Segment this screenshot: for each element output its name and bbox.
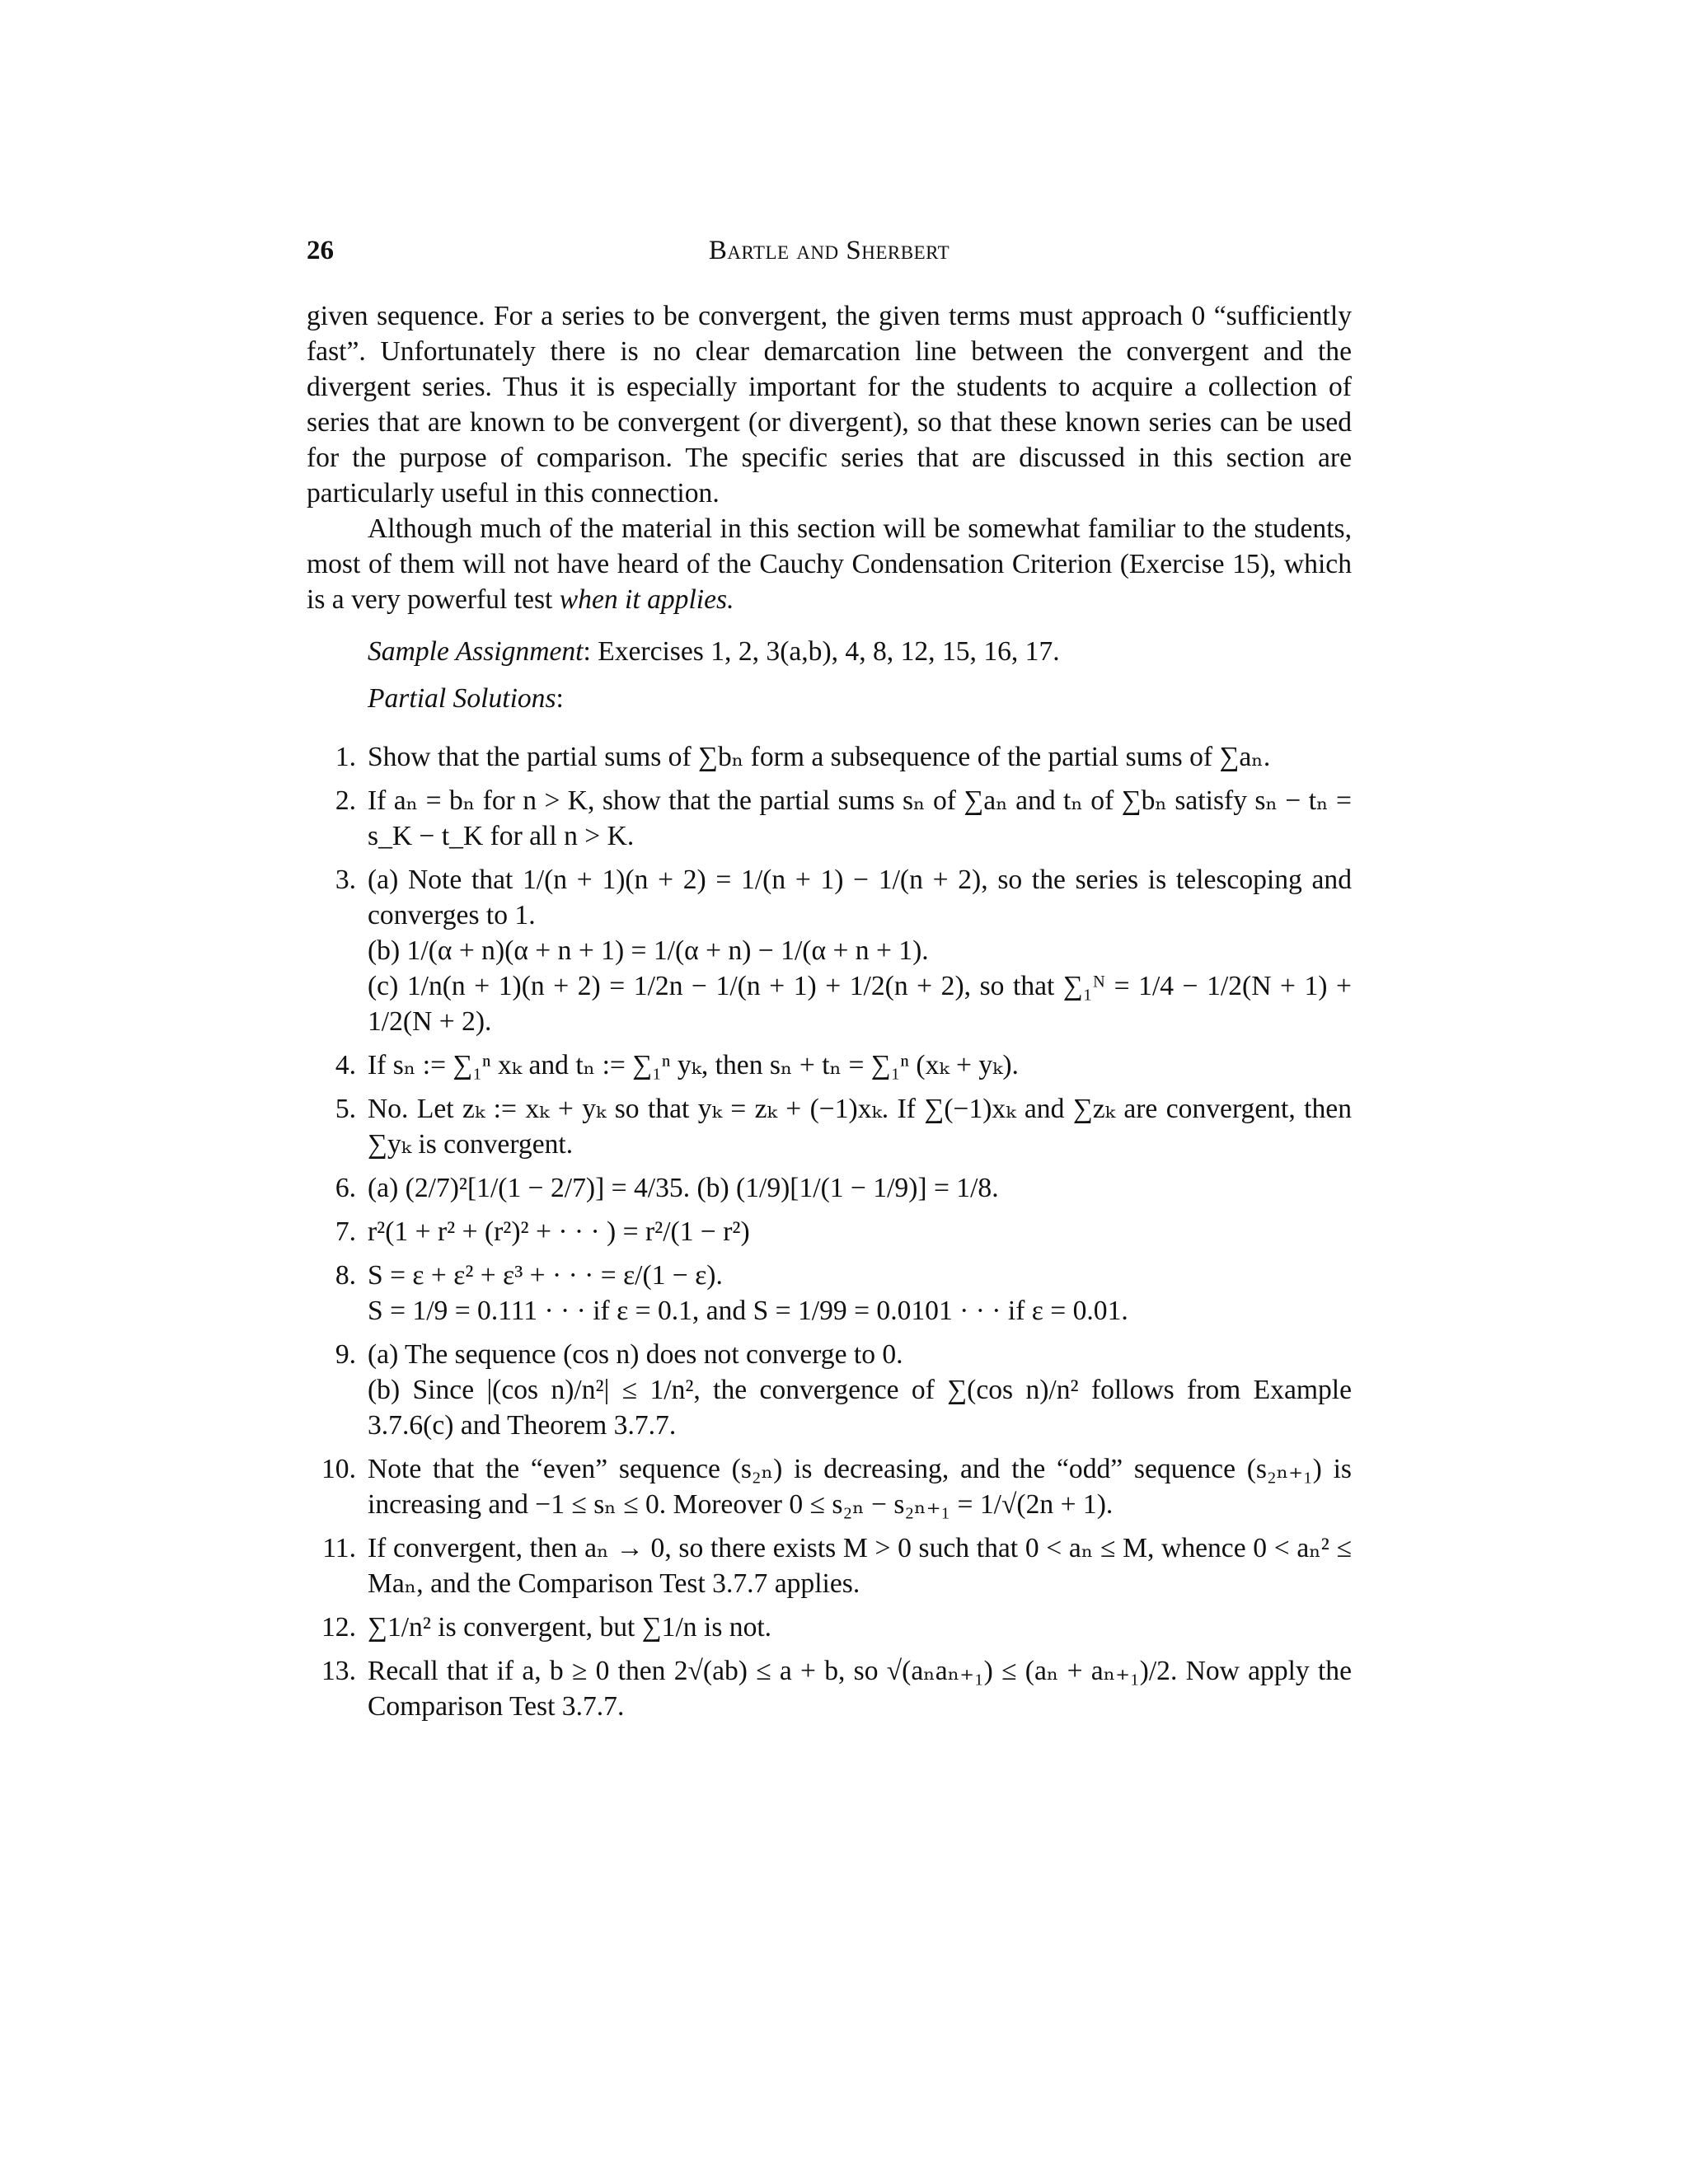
partial-solutions-label: Partial Solutions bbox=[368, 683, 556, 714]
solution-item bbox=[307, 1337, 1352, 1443]
solution-line: (a) Note that 1/(n + 1)(n + 2) = 1/(n + 1) − 1/(n + 2), so the series is telescoping and converges to 1. bbox=[368, 865, 1352, 930]
solution-item bbox=[307, 783, 1352, 854]
solution-line: If sₙ := ∑₁ⁿ xₖ and tₙ := ∑₁ⁿ yₖ, then sₙ + tₙ = ∑₁ⁿ (xₖ + yₖ). bbox=[368, 1050, 1019, 1080]
solution-item bbox=[307, 1451, 1352, 1522]
solution-line: ∑1/n² is convergent, but ∑1/n is not. bbox=[368, 1612, 772, 1643]
solution-line: If convergent, then aₙ → 0, so there exists M > 0 such that 0 < aₙ ≤ M, whence 0 < aₙ² ≤ Maₙ, and the Comparison Test 3.7.7 applies. bbox=[368, 1533, 1352, 1599]
solution-line: Show that the partial sums of ∑bₙ form a subsequence of the partial sums of ∑aₙ. bbox=[368, 742, 1271, 772]
sample-assignment bbox=[307, 634, 1352, 669]
solution-line: Note that the “even” sequence (s₂ₙ) is decreasing, and the “odd” sequence (s₂ₙ₊₁) is increasing and −1 ≤ sₙ ≤ 0. Moreover 0 ≤ s₂ₙ − s₂ₙ₊₁ = 1/√(2n + 1). bbox=[368, 1454, 1352, 1520]
solution-item bbox=[307, 1047, 1352, 1083]
page-body bbox=[307, 298, 1352, 1732]
solution-number: 7. bbox=[335, 1216, 356, 1247]
solution-number: 13. bbox=[321, 1656, 356, 1686]
solution-line: (a) (2/7)²[1/(1 − 2/7)] = 4/35. (b) (1/9)[1/(1 − 1/9)] = 1/8. bbox=[368, 1173, 999, 1203]
solution-number: 4. bbox=[335, 1050, 356, 1080]
solution-line: S = ε + ε² + ε³ + · · · = ε/(1 − ε). bbox=[368, 1260, 723, 1291]
solution-number: 3. bbox=[335, 865, 356, 895]
solution-item bbox=[307, 1091, 1352, 1162]
solutions-list bbox=[307, 739, 1352, 1724]
solution-item bbox=[307, 862, 1352, 1039]
solution-line: (c) 1/n(n + 1)(n + 2) = 1/2n − 1/(n + 1) + 1/2(n + 2), so that ∑₁ᴺ = 1/4 − 1/2(N + 1) + 1/2(N + 2). bbox=[368, 971, 1352, 1037]
solution-item bbox=[307, 1258, 1352, 1329]
paragraph-cauchy-text: Although much of the material in this section will be somewhat familiar to the students, most of them will not have heard of the Cauchy Condensation Criterion (Exercise 15), which is a very powerful test bbox=[307, 513, 1352, 615]
solution-number: 12. bbox=[321, 1612, 356, 1643]
solution-number: 8. bbox=[335, 1260, 356, 1291]
solution-line: (b) 1/(α + n)(α + n + 1) = 1/(α + n) − 1/(α + n + 1). bbox=[368, 935, 929, 966]
solution-line: Recall that if a, b ≥ 0 then 2√(ab) ≤ a + b, so √(aₙaₙ₊₁) ≤ (aₙ + aₙ₊₁)/2. Now apply the Comparison Test 3.7.7. bbox=[368, 1656, 1352, 1722]
solution-number: 1. bbox=[335, 742, 356, 772]
solution-number: 6. bbox=[335, 1173, 356, 1203]
solution-item bbox=[307, 1653, 1352, 1724]
solution-line: S = 1/9 = 0.111 · · · if ε = 0.1, and S = 1/99 = 0.0101 · · · if ε = 0.01. bbox=[368, 1296, 1128, 1326]
solution-item bbox=[307, 1530, 1352, 1601]
sample-assignment-text: : Exercises 1, 2, 3(a,b), 4, 8, 12, 15, 16, 17. bbox=[583, 636, 1060, 667]
solution-item bbox=[307, 1170, 1352, 1206]
running-header bbox=[307, 236, 1352, 274]
page-number: 26 bbox=[307, 236, 334, 265]
solution-line: r²(1 + r² + (r²)² + · · · ) = r²/(1 − r²) bbox=[368, 1216, 750, 1247]
paragraph-cauchy-emphasis: when it applies. bbox=[559, 584, 734, 615]
solution-line: (a) The sequence (cos n) does not converge to 0. bbox=[368, 1339, 903, 1370]
solution-number: 11. bbox=[322, 1533, 356, 1563]
paragraph-cauchy bbox=[307, 511, 1352, 617]
solution-line: No. Let zₖ := xₖ + yₖ so that yₖ = zₖ + (−1)xₖ. If ∑(−1)xₖ and ∑zₖ are convergent, then ∑yₖ is convergent. bbox=[368, 1094, 1352, 1160]
solution-line: If aₙ = bₙ for n > K, show that the partial sums sₙ of ∑aₙ and tₙ of ∑bₙ satisfy sₙ − tₙ = s_K − t_K for all n > K. bbox=[368, 785, 1352, 851]
sample-assignment-label: Sample Assignment bbox=[368, 636, 584, 667]
paragraph-intro: given sequence. For a series to be convergent, the given terms must approach 0 “sufficiently fast”. Unfortunately there is no clear demarcation line between the convergent and the divergent series. Thus it is especially important for the students to acquire a collection of series that are known to be convergent (or divergent), so that these known series can be used for the purpose of comparison. The specific series that are discussed in this section are particularly useful in this connection. bbox=[307, 301, 1352, 509]
solution-item bbox=[307, 1214, 1352, 1249]
partial-solutions-colon: : bbox=[556, 683, 564, 714]
solution-line: (b) Since |(cos n)/n²| ≤ 1/n², the convergence of ∑(cos n)/n² follows from Example 3.7.6(c) and Theorem 3.7.7. bbox=[368, 1375, 1352, 1441]
solution-number: 2. bbox=[335, 785, 356, 816]
solution-number: 5. bbox=[335, 1094, 356, 1124]
solution-item bbox=[307, 1610, 1352, 1645]
solution-item bbox=[307, 739, 1352, 775]
solution-number: 10. bbox=[321, 1454, 356, 1484]
solution-number: 9. bbox=[335, 1339, 356, 1370]
running-title: Bartle and Sherbert bbox=[708, 236, 950, 265]
partial-solutions-heading bbox=[307, 681, 1352, 716]
